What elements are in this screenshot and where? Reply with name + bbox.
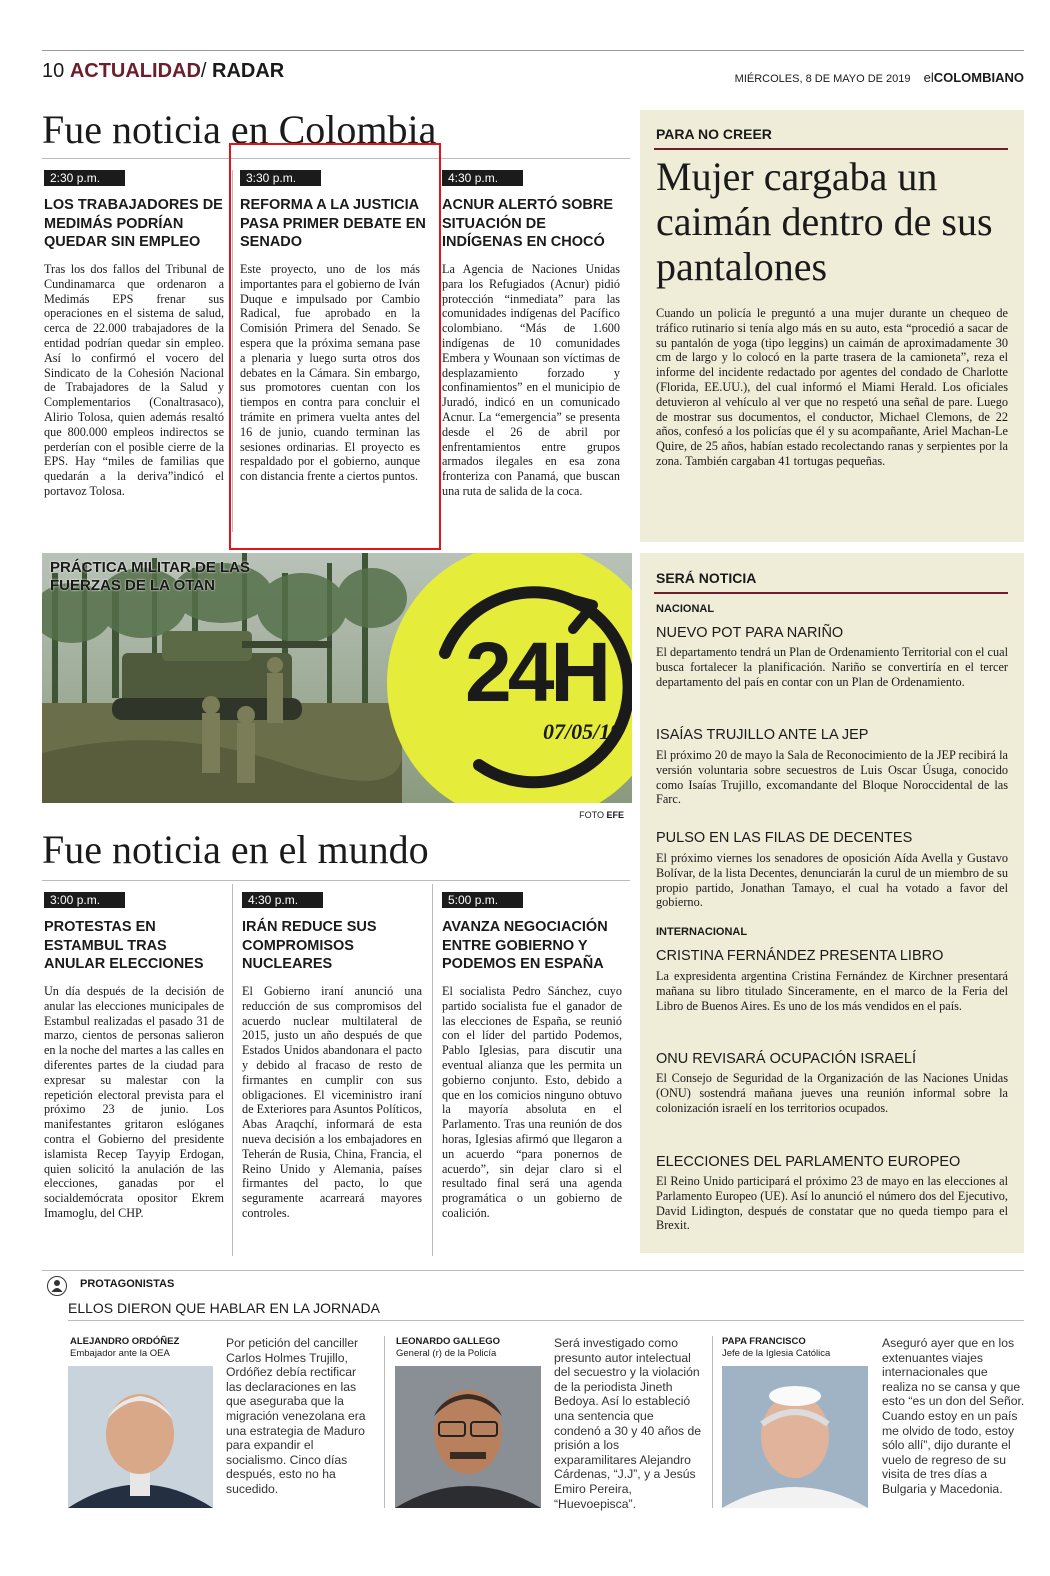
kicker-rule [654, 592, 1008, 594]
article-body: El socialista Pedro Sánchez, cuyo partido socialista fue el ganador de las elecciones de España, se reunió con el líder del partido Podemos, Pablo Iglesias, para discutir una eventual alianza que les permita un gobierno conjunto. Esto, debido a que en los comicios ninguno obtuvo la mayoría absoluta en el Parlamento. Tras una reunión de dos horas, Iglesias afirmó que llegaron a un acuerdo “para ponernos de acuerdo”, sin dejar claro si el resultado final será una agenda programática o un gobierno de coalición. [442, 984, 622, 1220]
protagonist-portrait [722, 1366, 868, 1508]
agenda-item-body: La expresidenta argentina Cristina Fernández de Kirchner presentará mañana su libro titulado Sinceramente, en el marco de la Feria del Libro de Buenos Aires. Es uno de los más vendidos en el país. [656, 969, 1008, 1013]
article-headline: LOS TRABAJADORES DE MEDIMÁS PODRÍAN QUEDAR SIN EMPLEO [44, 197, 223, 250]
page-number: 10 [42, 60, 65, 82]
category-nacional: NACIONAL [656, 603, 715, 615]
colombia-section-title: Fue noticia en Colombia [42, 107, 437, 152]
article-headline: ACNUR ALERTÓ SOBRE SITUACIÓN DE INDÍGENAS EN CHOCÓ [442, 197, 614, 250]
24h-date: 07/05/19 [543, 719, 622, 744]
protagonist-name: LEONARDO GALLEGO [396, 1336, 500, 1347]
page-header [42, 60, 284, 83]
kicker-rule [654, 148, 1008, 150]
column-divider [712, 1336, 713, 1508]
protagonist-quote: Por petición del canciller Carlos Holmes Trujillo, Ordóñez debía rectificar las declaraciones en las que aseguraba que la migración venezolana era una estrategia de Maduro para expandir el socialismo. Cinco días después, esto no ha sucedido. [226, 1336, 366, 1496]
column-divider [432, 884, 433, 1256]
section-slash: / [200, 60, 207, 82]
agenda-item-headline: CRISTINA FERNÁNDEZ PRESENTA LIBRO [656, 948, 944, 964]
column-divider [384, 1336, 385, 1508]
subsection-name: RADAR [212, 60, 285, 82]
header-rule [42, 50, 1024, 51]
time-badge: 5:00 p.m. [442, 892, 523, 908]
article-body: Un día después de la decisión de anular las elecciones municipales de Estambul realizadas el pasado 31 de marzo, cientos de personas salieron en la noche del martes a las calles en diferentes partes de la ciudad para expresar su malestar con la repetición electoral prevista para el próximo 23 de junio. Los manifestantes gritaron eslóganes contra el Gobierno del presidente islamista Recep Tayyip Erdogan, quien solicitó la anulación de las elecciones, ganadas por el socialdemócrata opositor Ekrem Imamoglu, del CHP. [44, 984, 224, 1220]
time-badge: 4:30 p.m. [442, 170, 523, 186]
agenda-item-body: El Reino Unido participará el próximo 23 de mayo en las elecciones al Parlamento Europeo (UE). Así lo anunció el número dos del Ejecutivo, David Lidington, después de constatar que no queda tiempo para el Brexit. [656, 1174, 1008, 1233]
protagonist-name: PAPA FRANCISCO [722, 1336, 806, 1347]
agenda-item-headline: PULSO EN LAS FILAS DE DECENTES [656, 830, 913, 846]
article-body: El Gobierno iraní anunció una reducción de sus compromisos del acuerdo nuclear multilateral de 2015, justo un año después de que Estados Unidos abandonara el pacto y debido al fracaso de resto de firmantes en cumplir con sus obligaciones. El viceministro iraní de Exteriores para Asuntos Políticos, Abas Araqchí, informará de esta nueva decisión a los embajadores en Teherán de Rusia, China, Francia, el Reino Unido y Alemania, países firmantes del pacto, lo que seguramente acarreará mayores controles. [242, 984, 422, 1220]
mundo-top-rule [42, 880, 630, 881]
column-divider [232, 884, 233, 1256]
portrait-papa-francisco [722, 1366, 868, 1508]
time-badge: 3:30 p.m. [240, 170, 321, 186]
photo-credit: FOTO EFE [579, 810, 624, 820]
protagonist-role: Jefe de la Iglesia Católica [722, 1348, 831, 1359]
time-badge: 3:00 p.m. [44, 892, 125, 908]
portrait-gallego [395, 1366, 541, 1508]
section-name: ACTUALIDAD [69, 60, 201, 82]
agenda-item-body: El próximo 20 de mayo la Sala de Reconocimiento de la JEP recibirá la versión voluntaria sobre secuestros de Luis Oscar Úsuga, conocido como Isaías Trujillo, excomandante del Bloque Noroccidental de las Farc. [656, 748, 1008, 807]
newspaper-logo: elCOLOMBIANO [923, 70, 1024, 85]
article-body: Tras los dos fallos del Tribunal de Cundinamarca que ordenaron a Medimás EPS frenar sus operaciones en el sistema de salud, cerca de 22.000 trabajadores de la entidad podrían quedar sin empleo. Así lo confirmó el vocero del Sindicato de la Cohesión Nacional de Trabajadores de la Salud y Complementarios (Conaltrasaco), Alirio Tolosa, quien además resaltó que 800.000 empleos indirectos se perderían con el posible cierre de la EPS. Hay “miles de familias que quedarán a la deriva”indicó el portavoz Tolosa. [44, 262, 224, 498]
protagonist-quote: Aseguró ayer que en los extenuantes viajes internacionales que realiza no se cansa y que esto “es un don del Señor. Cuando estoy en un país me olvido de todo, estoy sólo allí”, dijo durante el vuelo de regreso de su visita de tres días a Bulgaria y Macedonia. [882, 1336, 1025, 1496]
article-headline: IRÁN REDUCE SUS COMPROMISOS NUCLEARES [242, 919, 377, 972]
person-icon [47, 1276, 67, 1296]
time-badge: 2:30 p.m. [44, 170, 125, 186]
agenda-item-body: El departamento tendrá un Plan de Ordenamiento Territorial con el cual busca fortalecer la planificación. Nariño se convertiría en el tercer departamento del país en contar con un Plan de Ordenamiento. [656, 645, 1008, 689]
protagonist-portrait [68, 1366, 213, 1508]
para-no-creer-headline: Mujer cargaba un caimán dentro de sus pantalones [656, 154, 993, 289]
category-internacional: INTERNACIONAL [656, 926, 748, 938]
protagonist-role: General (r) de la Policía [396, 1348, 497, 1359]
agenda-item-body: El próximo viernes los senadores de oposición Aída Avella y Gustavo Bolívar, de la lista Decentes, denunciarán la curul de un miembro de su propio partido, Jonathan Tamayo, el cual ha votado a favor del gobierno. [656, 851, 1008, 910]
mundo-section-title: Fue noticia en el mundo [42, 827, 429, 872]
article-headline: PROTESTAS EN ESTAMBUL TRAS ANULAR ELECCIONES [44, 919, 204, 972]
article-headline: AVANZA NEGOCIACIÓN ENTRE GOBIERNO Y PODEMOS EN ESPAÑA [442, 919, 608, 972]
protagonist-portrait [395, 1366, 541, 1508]
para-no-creer-kicker: PARA NO CREER [656, 126, 772, 142]
agenda-item-headline: ONU REVISARÁ OCUPACIÓN ISRAELÍ [656, 1051, 916, 1067]
protagonistas-rule [42, 1270, 1024, 1271]
time-badge: 4:30 p.m. [242, 892, 323, 908]
agenda-item-headline: NUEVO POT PARA NARIÑO [656, 625, 844, 641]
protagonistas-title: PROTAGONISTAS [80, 1278, 175, 1290]
protagonist-name: ALEJANDRO ORDÓÑEZ [70, 1336, 180, 1347]
issue-date: MIÉRCOLES, 8 DE MAYO DE 2019 [734, 73, 911, 85]
article-body: Este proyecto, uno de los más importantes para el gobierno de Iván Duque e impulsado por Cambio Radical, fue aprobado en la Comisión Primera del Senado. Se espera que la próxima semana pase a plenaria y luego surta otros dos debates en la Cámara. Sin embargo, sus promotores cuentan con los tiempos en contra para concluir el trámite en primera vuelta antes del 16 de junio, cuando terminan las sesiones ordinarias. El proyecto es respaldado por el gobierno, aunque con distancia frente a ciertos puntos. [240, 262, 420, 484]
protagonistas-sub-rule [68, 1320, 1024, 1321]
header-meta [735, 70, 1024, 85]
otan-photo [42, 553, 632, 803]
agenda-item-body: El Consejo de Seguridad de la Organización de las Naciones Unidas (ONU) sostendrá mañana jueves una reunión informal sobre la colonización israelí en los territorios ocupados. [656, 1071, 1008, 1115]
portrait-ordonez [68, 1366, 213, 1508]
sera-noticia-kicker: SERÁ NOTICIA [656, 570, 757, 586]
article-headline: REFORMA A LA JUSTICIA PASA PRIMER DEBATE EN SENADO [240, 197, 426, 250]
protagonistas-subtitle: ELLOS DIERON QUE HABLAR EN LA JORNADA [68, 1300, 380, 1316]
protagonist-quote: Será investigado como presunto autor intelectual del secuestro y la violación de la periodista Jineth Bedoya. Así lo estableció una sentencia que condenó a 30 y 40 años de prisión a los exparamilitares Alejandro Cárdenas, “J.J”, y a Jesús Emiro Pereira, “Huevoepisca”. [554, 1336, 702, 1511]
para-no-creer-body: Cuando un policía le preguntó a una mujer durante un chequeo de tráfico rutinario si tenía algo más en su auto, esta “procedió a sacar de su pantalón de yoga (tipo leggins) un caimán de aproximadamente 30 cm de largo y lo colocó en la parte trasera de la camioneta”, reza el informe del incidente redactado por agentes del condado de Charlotte (Florida, EE.UU.), del cual informó el Miami Herald. Los oficiales detuvieron al vehículo al ver que no respetó una señal de pare. Luego de mostrar sus documentos, el conductor, Michael Clemons, de 22 años, confesó a los policías que él y su acompañante, Ariel Machan-Le Quire, de 25 años, habían estado recolectando ranas y serpientes por la zona. También cargaban 41 tortugas pequeñas. [656, 306, 1008, 468]
agenda-item-headline: ELECCIONES DEL PARLAMENTO EUROPEO [656, 1154, 961, 1170]
agenda-item-headline: ISAÍAS TRUJILLO ANTE LA JEP [656, 727, 869, 743]
24h-text: 24H [465, 625, 608, 719]
24h-badge [387, 553, 632, 803]
photo-caption: PRÁCTICA MILITAR DE LAS FUERZAS DE LA OTAN [50, 559, 250, 594]
article-body: La Agencia de Naciones Unidas para los Refugiados (Acnur) pidió protección “inmediata” para las comunidades indígenas del Pacífico colombiano. “Más de 1.600 indígenas de 10 comunidades Embera y Wounaan son víctimas de desplazamiento forzado y confinamientos” en el municipio de Juradó, indicó en un comunicado Acnur. La “emergencia” se presenta desde el 26 de abril por enfrentamientos entre grupos armados ilegales en esa zona fronteriza con Panamá, que buscan una ruta de salida de la coca. [442, 262, 620, 498]
protagonist-role: Embajador ante la OEA [70, 1348, 170, 1359]
